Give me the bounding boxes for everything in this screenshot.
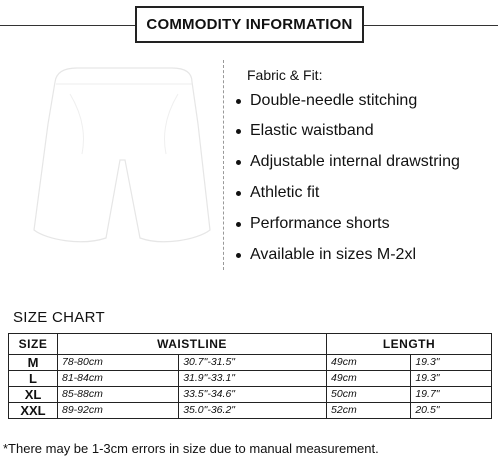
bullet-icon xyxy=(236,129,241,134)
size-header: SIZE xyxy=(9,334,58,355)
vertical-divider xyxy=(223,60,224,270)
shorts-product-image xyxy=(22,54,222,268)
bullet-icon xyxy=(236,253,241,258)
length-in-cell: 19.3" xyxy=(411,355,492,371)
header-rule-right xyxy=(364,25,498,26)
size-chart-title: SIZE CHART xyxy=(13,309,105,326)
length-in-cell: 20.5" xyxy=(411,403,492,419)
feature-item: Available in sizes M-2xl xyxy=(236,246,416,264)
feature-item: Elastic waistband xyxy=(236,122,374,140)
waist-cm-cell: 78-80cm xyxy=(58,355,179,371)
bullet-icon xyxy=(236,191,241,196)
size-cell: XL xyxy=(9,387,58,403)
size-cell: M xyxy=(9,355,58,371)
waist-cm-cell: 81-84cm xyxy=(58,371,179,387)
waist-in-cell: 30.7"-31.5" xyxy=(179,355,327,371)
feature-item: Performance shorts xyxy=(236,215,390,233)
section-title: COMMODITY INFORMATION xyxy=(135,6,364,43)
fabric-fit-list xyxy=(236,65,460,263)
length-cm-cell: 49cm xyxy=(327,371,411,387)
length-header: LENGTH xyxy=(327,334,492,355)
length-in-cell: 19.3" xyxy=(411,371,492,387)
length-in-cell: 19.7" xyxy=(411,387,492,403)
length-cm-cell: 49cm xyxy=(327,355,411,371)
waist-cm-cell: 89-92cm xyxy=(58,403,179,419)
waist-in-cell: 33.5"-34.6" xyxy=(179,387,327,403)
length-cm-cell: 50cm xyxy=(327,387,411,403)
table-row xyxy=(9,403,492,419)
fabric-fit-title: Fabric & Fit: xyxy=(247,67,323,83)
measurement-footnote: *There may be 1-3cm errors in size due to manual measurement. xyxy=(3,441,379,456)
waistline-header: WAISTLINE xyxy=(58,334,327,355)
waist-cm-cell: 85-88cm xyxy=(58,387,179,403)
table-row xyxy=(9,355,492,371)
table-row xyxy=(9,387,492,403)
feature-item: Double-needle stitching xyxy=(236,92,417,110)
table-row xyxy=(9,371,492,387)
length-cm-cell: 52cm xyxy=(327,403,411,419)
size-cell: L xyxy=(9,371,58,387)
feature-item: Athletic fit xyxy=(236,184,319,202)
bullet-icon xyxy=(236,160,241,165)
bullet-icon xyxy=(236,99,241,104)
waist-in-cell: 35.0"-36.2" xyxy=(179,403,327,419)
waist-in-cell: 31.9"-33.1" xyxy=(179,371,327,387)
bullet-icon xyxy=(236,222,241,227)
size-cell: XXL xyxy=(9,403,58,419)
table-header-row xyxy=(9,334,492,355)
header-rule-left xyxy=(0,25,135,26)
size-chart-table xyxy=(8,333,492,419)
feature-item: Adjustable internal drawstring xyxy=(236,153,460,171)
